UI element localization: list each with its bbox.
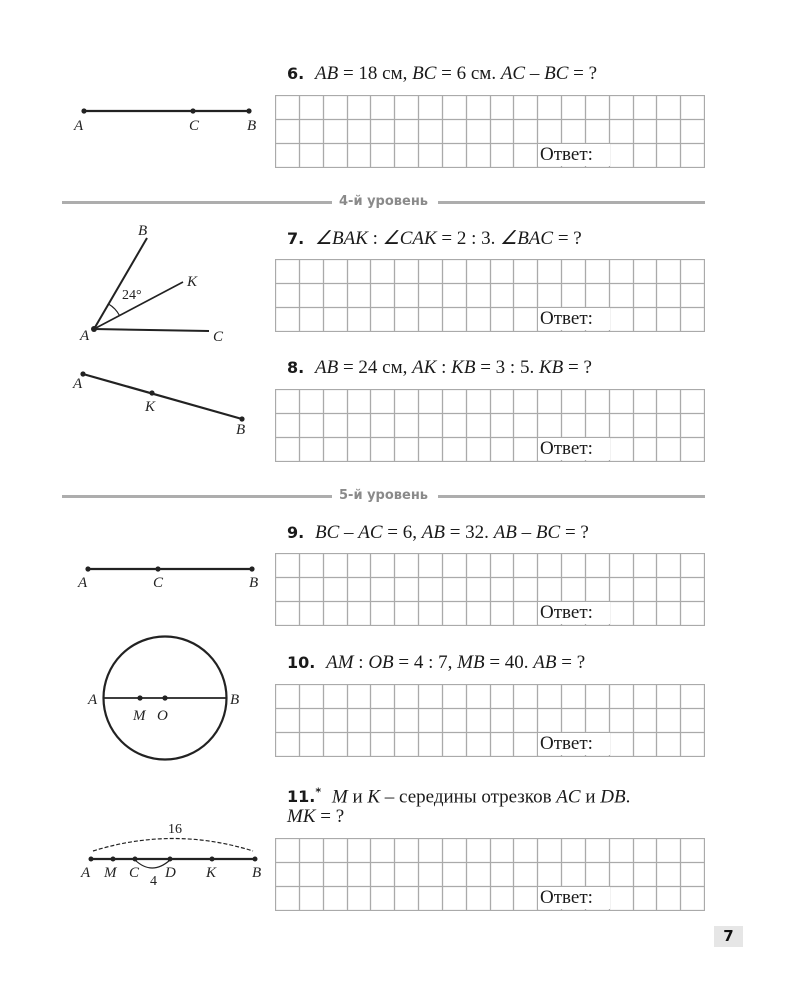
formula-part: OB bbox=[368, 652, 394, 673]
point bbox=[111, 857, 116, 862]
point-label: K bbox=[187, 274, 198, 290]
point-label: C bbox=[213, 329, 224, 345]
formula-part: . bbox=[625, 786, 631, 808]
formula-part: – середины отрезков bbox=[380, 786, 557, 808]
formula-part: : bbox=[367, 228, 383, 249]
formula-part: – bbox=[339, 522, 359, 543]
task-10-statement bbox=[287, 652, 585, 674]
formula-part: AB bbox=[421, 522, 445, 543]
level-label: 5-й уровень bbox=[339, 488, 429, 503]
formula-part: KB bbox=[538, 357, 564, 378]
formula-part: – bbox=[516, 522, 536, 543]
formula-part: DB bbox=[600, 786, 626, 808]
formula-part: MK bbox=[287, 806, 316, 827]
point bbox=[133, 857, 138, 862]
formula-part: ∠BAK bbox=[314, 228, 368, 249]
task-number: 6. bbox=[287, 64, 305, 83]
task-11-question bbox=[287, 806, 344, 828]
task-number: 9. bbox=[287, 523, 305, 542]
figure-9-segment bbox=[77, 566, 258, 591]
grid-lines bbox=[275, 553, 705, 626]
formula-part: M bbox=[331, 786, 348, 808]
formula-part: = 4 : 7, bbox=[393, 652, 458, 673]
length-label: 4 bbox=[150, 874, 157, 889]
task-number-text: 11. bbox=[287, 787, 316, 807]
formula-part: = 3 : 5. bbox=[475, 357, 539, 378]
formula-part: BC bbox=[535, 522, 561, 543]
figure-6-segment bbox=[73, 108, 256, 134]
formula-part: AC bbox=[358, 522, 383, 543]
task-7-statement bbox=[287, 228, 582, 250]
formula-part: = ? bbox=[553, 228, 582, 249]
star-mark: * bbox=[315, 786, 322, 799]
level-label: 4-й уровень bbox=[339, 194, 429, 209]
answer-label: Ответ: bbox=[538, 887, 610, 909]
point bbox=[155, 566, 160, 571]
answer-label: Ответ: bbox=[538, 733, 610, 755]
point bbox=[210, 857, 215, 862]
answer-label: Ответ: bbox=[538, 144, 610, 166]
point-label: A bbox=[88, 692, 98, 708]
answer-label: Ответ: bbox=[538, 438, 610, 460]
point-label: A bbox=[73, 376, 83, 392]
formula-part: AB bbox=[493, 522, 517, 543]
formula-part: AC bbox=[556, 786, 581, 808]
point-label: B bbox=[247, 118, 257, 134]
point-label: B bbox=[252, 865, 262, 881]
grid-lines bbox=[275, 684, 705, 757]
point-label: B bbox=[236, 422, 246, 438]
point bbox=[190, 108, 195, 113]
task-number: 8. bbox=[287, 358, 305, 377]
point-label: B bbox=[138, 223, 148, 239]
page-number: 7 bbox=[714, 926, 743, 947]
task-number: 10. bbox=[287, 653, 316, 672]
formula-part: BC bbox=[314, 522, 340, 543]
formula-part: = 40. bbox=[484, 652, 534, 673]
task-6-statement bbox=[287, 63, 597, 85]
point bbox=[81, 108, 86, 113]
point-label: O bbox=[157, 708, 168, 724]
formula-part: = 6 см. bbox=[436, 63, 501, 84]
point bbox=[91, 326, 97, 332]
formula-part: AB bbox=[314, 63, 339, 84]
point-label: B bbox=[230, 692, 240, 708]
formula-part: AB bbox=[314, 357, 339, 378]
angle-label: 24° bbox=[122, 288, 142, 303]
point-label: C bbox=[153, 575, 164, 591]
formula-part: = 18 см, bbox=[338, 63, 413, 84]
point-label: A bbox=[74, 118, 84, 134]
formula-part: ∠CAK bbox=[382, 228, 437, 249]
figures bbox=[0, 0, 270, 920]
formula-part: : bbox=[353, 652, 369, 673]
formula-part: = ? bbox=[315, 806, 345, 827]
answer-grid-6[interactable] bbox=[275, 95, 704, 167]
point-label: C bbox=[189, 118, 200, 134]
figure-11-segment bbox=[80, 822, 261, 889]
formula-part: и bbox=[347, 786, 368, 808]
answer-grid-8[interactable] bbox=[275, 389, 704, 461]
formula-part: = 2 : 3. bbox=[436, 228, 501, 249]
point bbox=[239, 416, 244, 421]
figure-7-angle bbox=[79, 223, 224, 345]
divider-line bbox=[438, 495, 705, 498]
angle-arc bbox=[109, 304, 120, 316]
point bbox=[162, 695, 167, 700]
point-label: A bbox=[80, 328, 90, 344]
length-label: 16 bbox=[168, 822, 182, 837]
formula-part: KB bbox=[451, 357, 476, 378]
point-label: D bbox=[165, 865, 176, 881]
point bbox=[249, 566, 254, 571]
dashed-arc bbox=[93, 839, 253, 852]
figure-10-circle bbox=[87, 637, 239, 760]
formula-part: AK bbox=[412, 357, 437, 378]
formula-part: = ? bbox=[568, 63, 598, 84]
formula-part: K bbox=[367, 786, 381, 808]
divider-line bbox=[438, 201, 705, 204]
point-label: C bbox=[129, 865, 140, 881]
answer-label: Ответ: bbox=[538, 602, 610, 624]
point bbox=[246, 108, 251, 113]
answer-grid-7[interactable] bbox=[275, 259, 704, 331]
formula-part: = ? bbox=[560, 522, 589, 543]
formula-part: ∠BAC bbox=[500, 228, 554, 249]
grid-lines bbox=[275, 259, 705, 332]
point-label: A bbox=[81, 865, 91, 881]
task-9-statement bbox=[287, 522, 589, 544]
answer-grid-11[interactable] bbox=[275, 838, 704, 910]
formula-part: BC bbox=[412, 63, 437, 84]
grid-lines bbox=[275, 95, 705, 168]
formula-part: AC bbox=[500, 63, 526, 84]
formula-part: BC bbox=[544, 63, 569, 84]
point-label: K bbox=[145, 399, 156, 415]
point bbox=[85, 566, 90, 571]
task-number bbox=[287, 787, 321, 806]
answer-grid-9[interactable] bbox=[275, 553, 704, 625]
point-label: A bbox=[78, 575, 88, 591]
task-11-statement bbox=[287, 782, 630, 808]
formula-part: AB bbox=[533, 652, 557, 673]
formula-part: = ? bbox=[563, 357, 592, 378]
point bbox=[253, 857, 258, 862]
figure-8-segment bbox=[72, 371, 245, 438]
formula-part: = 6, bbox=[382, 522, 422, 543]
point bbox=[137, 695, 142, 700]
formula-part: : bbox=[436, 357, 452, 378]
formula-part: – bbox=[525, 63, 545, 84]
point-label: K bbox=[206, 865, 217, 881]
formula-part: AM bbox=[326, 652, 354, 673]
point bbox=[168, 857, 173, 862]
formula-part: = 24 см, bbox=[338, 357, 413, 378]
answer-label: Ответ: bbox=[538, 308, 610, 330]
point bbox=[149, 390, 154, 395]
formula-part: = 32. bbox=[444, 522, 494, 543]
point-label: M bbox=[104, 865, 117, 881]
grid-lines bbox=[275, 389, 705, 462]
answer-grid-10[interactable] bbox=[275, 684, 704, 756]
point-label: M bbox=[133, 708, 146, 724]
formula-part: и bbox=[580, 786, 601, 808]
formula-part: MB bbox=[457, 652, 485, 673]
formula-part: = ? bbox=[556, 652, 586, 673]
point-label: B bbox=[249, 575, 259, 591]
task-8-statement bbox=[287, 357, 592, 379]
task-number: 7. bbox=[287, 229, 305, 248]
point bbox=[89, 857, 94, 862]
grid-lines bbox=[275, 838, 705, 911]
